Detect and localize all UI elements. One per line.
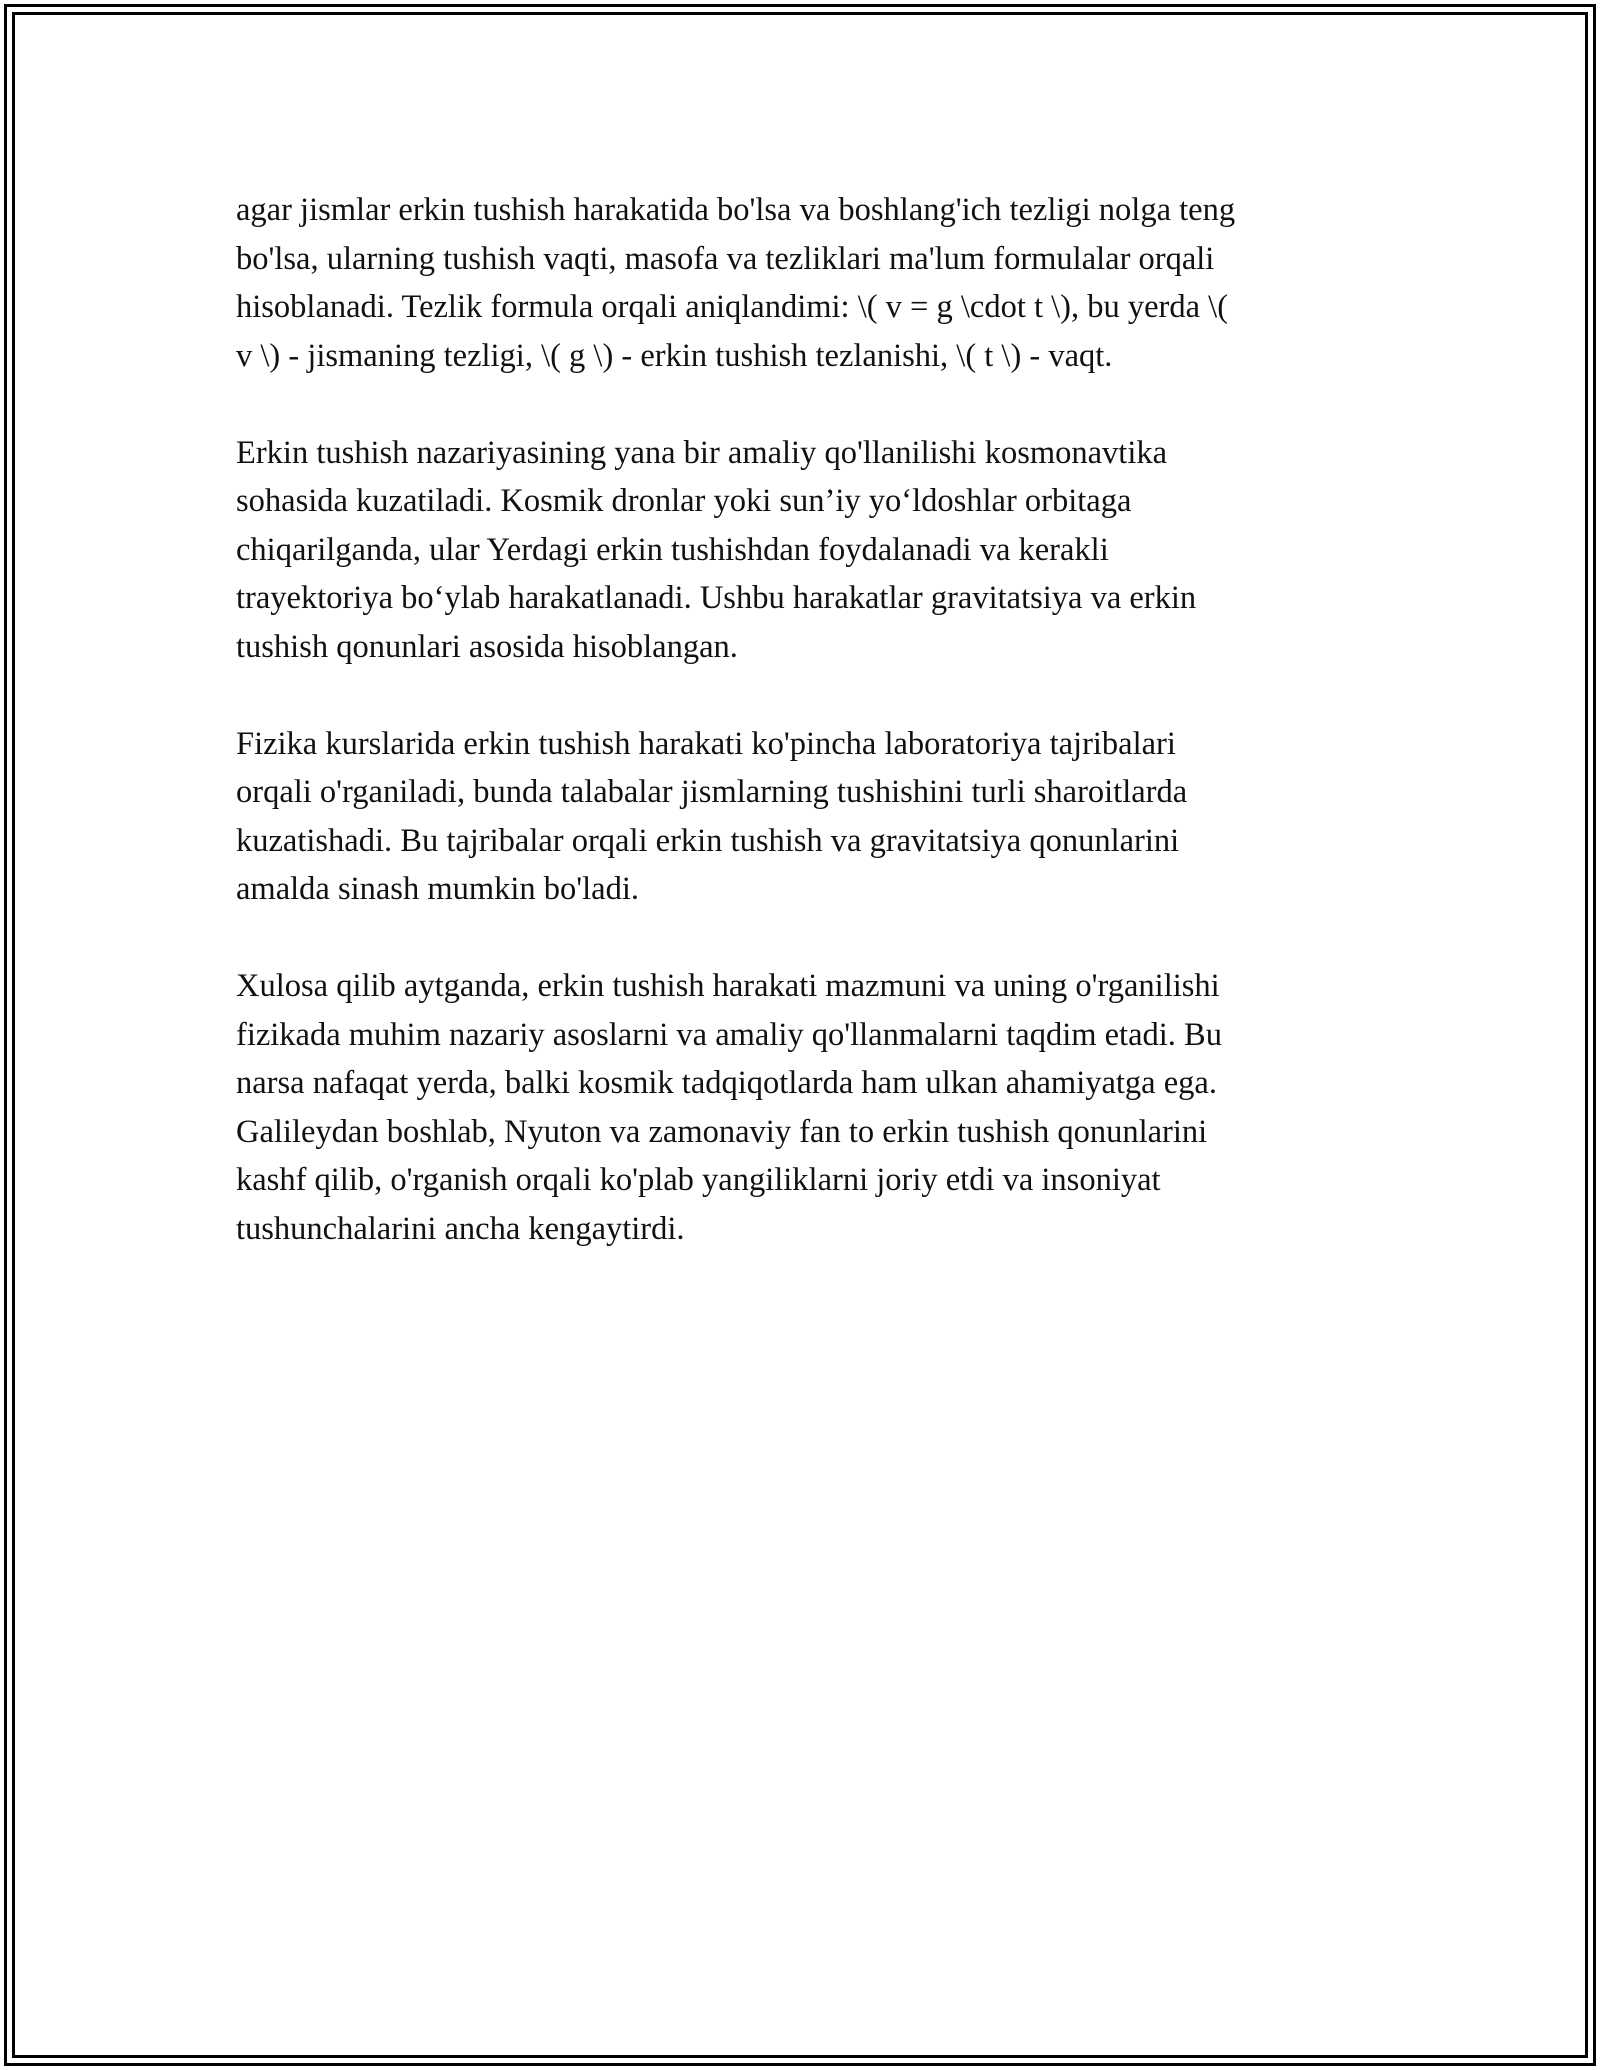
paragraph-4: Xulosa qilib aytganda, erkin tushish harakati mazmuni va uning o'rganilishi fizikada muhim nazariy asoslarni va amaliy qo'llanmalarni taqdim etadi. Bu narsa nafaqat yerda, balki kosmik tadqiqotlarda ham ulkan ahamiyatga ega. Galileydan boshlab, Nyuton va zamonaviy fan to erkin tushish qonunlarini kashf qilib, o'rganish orqali ko'plab yangiliklarni joriy etdi va insoniyat tushunchalarini ancha kengaytirdi.: [236, 968, 1222, 1247]
paragraph-2: Erkin tushish nazariyasining yana bir amaliy qo'llanilishi kosmonavtika sohasida kuzatiladi. Kosmik dronlar yoki sun’iy yo‘ldoshlar orbitaga chiqarilganda, ular Yerdagi erkin tushishdan foydalanadi va kerakli trayektoriya bo‘ylab harakatlanadi. Ushbu harakatlar gravitatsiya va erkin tushish qonunlari asosida hisoblangan.: [236, 434, 1197, 665]
paragraph-1: agar jismlar erkin tushish harakatida bo'lsa va boshlang'ich tezligi nolga teng bo'lsa, ularning tushish vaqti, masofa va tezliklari ma'lum formulalar orqali hisoblanadi. Tezlik formula orqali aniqlandimi: \( v = g \cdot t \), bu yerda \( v \) - jismaning tezligi, \( g \) - erkin tushish tezlanishi, \( t \) - vaqt.: [236, 192, 1236, 374]
paragraph-3: Fizika kurslarida erkin tushish harakati ko'pincha laboratoriya tajribalari orqali o'rganiladi, bunda talabalar jismlarning tushishini turli sharoitlarda kuzatishadi. Bu tajribalar orqali erkin tushish va gravitatsiya qonunlarini amalda sinash mumkin bo'ladi.: [236, 725, 1188, 907]
document-body: [236, 186, 1386, 1302]
